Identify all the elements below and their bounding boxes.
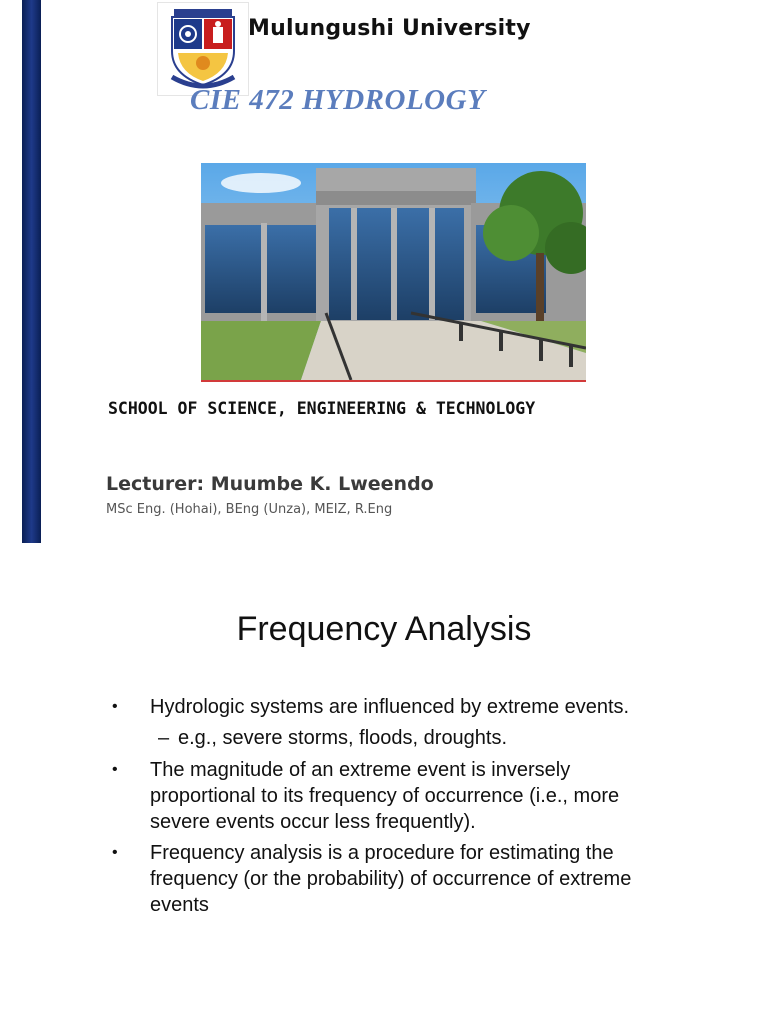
slide-side-bar [22, 0, 41, 543]
university-logo [157, 2, 249, 96]
lecturer-qualifications: MSc Eng. (Hohai), BEng (Unza), MEIZ, R.Eng [106, 502, 393, 517]
campus-building-photo [201, 163, 586, 382]
university-name: Mulungushi University [248, 16, 531, 41]
lecturer-name: Lecturer: Muumbe K. Lweendo [106, 473, 434, 495]
bullet-item [112, 757, 652, 835]
sub-bullet-text: e.g., severe storms, floods, droughts. [178, 727, 508, 749]
dash-icon: – [158, 727, 170, 749]
school-name: SCHOOL OF SCIENCE, ENGINEERING & TECHNOLOGY [108, 399, 536, 418]
bullet-text: The magnitude of an extreme event is inversely proportional to its frequency of occurrence (i.e., more severe events occur less frequently). [150, 759, 620, 833]
bullet-icon: • [112, 761, 118, 778]
content-slide [0, 560, 768, 1024]
slide-title: Frequency Analysis [236, 610, 532, 648]
bullet-icon: • [112, 844, 118, 861]
bullet-text: Frequency analysis is a procedure for estimating the frequency (or the probability) of occurrence of extreme events [150, 842, 632, 916]
bullet-item [112, 694, 652, 720]
bullet-text: Hydrologic systems are influenced by extreme events. [150, 696, 630, 718]
sub-bullet-item [112, 725, 652, 751]
bullet-icon: • [112, 698, 118, 715]
course-title: CIE 472 HYDROLOGY [190, 84, 486, 116]
bullet-item [112, 840, 652, 918]
bullet-list [112, 694, 652, 923]
